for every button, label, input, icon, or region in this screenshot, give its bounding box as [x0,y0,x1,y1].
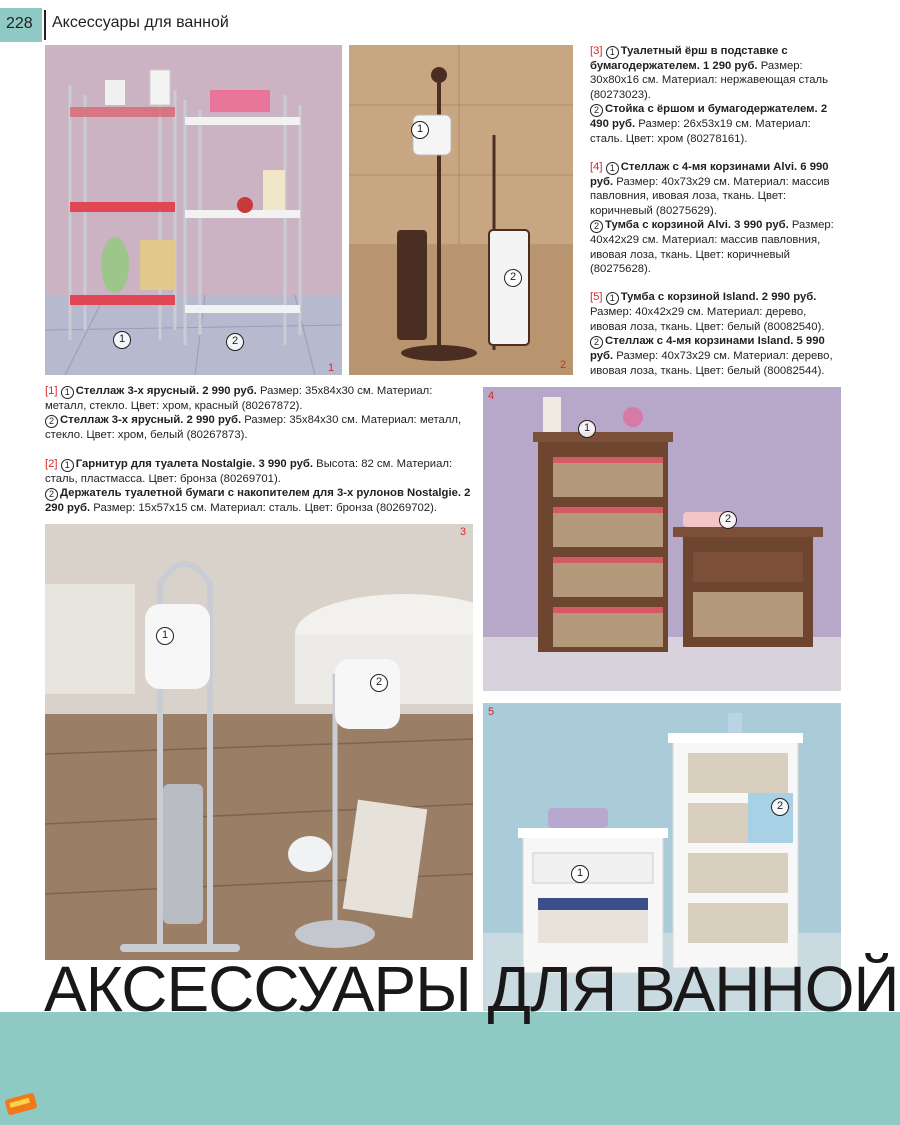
ref-label: [1] [45,385,58,397]
circled-number: 2 [590,336,603,349]
product-title: Стойка с ёршом и бумагодержателем. 2 490 руб. [590,103,828,131]
footer-band [0,1012,900,1125]
section-title: Аксессуары для ванной [52,14,229,31]
circled-number: 1 [571,865,589,883]
product-details: Размер: 35x84x30 см. Материал: металл, стекло. Цвет: хром, красный (80267872). [45,385,433,412]
circled-number: 1 [606,292,619,305]
photo-number-2: 2 [560,359,567,371]
photo-number-4: 4 [488,390,495,402]
circled-number: 1 [113,331,131,349]
circled-number: 2 [771,798,789,816]
product-details: Высота: 82 см. Материал: сталь, пластмасса. Цвет: бронза (80269701). [45,457,453,485]
circled-number: 2 [719,511,737,529]
photo-chrome-set [45,524,473,960]
ref-label: [4] [590,161,603,174]
circled-number: 1 [578,420,596,438]
page-number: 228 [6,15,33,32]
photo-number-5: 5 [488,706,495,718]
product-details: Размер: 30x80x16 см. Материал: нержавеющая сталь (80273023). [590,60,829,101]
circled-number: 1 [411,121,429,139]
product-details: Размер: 15x57x15 см. Материал: сталь. Цвет: бронза (80269702). [90,502,437,515]
product-title: Стеллаж 3-х ярусный. 2 990 руб. [75,385,257,397]
circled-number: 2 [504,269,522,287]
catalog-logo-icon [4,1090,38,1116]
product-title: Стеллаж с 4-мя корзинами Alvi. 6 990 руб. [590,161,829,189]
description-block-3 [590,44,845,392]
product-title: Стеллаж с 4-мя корзинами Island. 5 990 руб. [590,335,825,363]
product-details: Размер: 40x42x29 см. Материал: дерево, ивовая лоза, ткань. Цвет: белый (80082540). [590,306,825,333]
ref-label: [3] [590,45,603,57]
circled-number: 2 [45,488,58,501]
product-details: Размер: 40x73x29 см. Материал: массив павловния, ивовая лоза, ткань. Цвет: коричневый (80275629). [590,176,830,217]
header-divider [44,10,46,40]
page-big-title: АКСЕССУАРЫ ДЛЯ ВАННОЙ [44,953,899,1025]
product-title: Туалетный ёрш в подставке с бумагодержателем. 1 290 руб. [590,45,788,72]
product-title: Тумба с корзиной Alvi. 3 990 руб. [605,219,789,232]
photo-shelves [45,45,342,375]
product-details: Размер: 26x53x19 см. Материал: сталь. Цвет: хром (80278161). [590,118,811,145]
product-details: Размер: 40x42x29 см. Материал: массив павловния, ивовая лоза, ткань. Цвет: коричневый (80275628). [590,219,834,276]
photo-number-1: 1 [328,362,335,374]
ref-label: [5] [590,291,603,304]
circled-number: 1 [606,46,619,59]
photo-number-3: 3 [460,526,467,538]
circled-number: 1 [156,627,174,645]
circled-number: 2 [590,220,603,233]
product-title: Тумба с корзиной Island. 2 990 руб. [620,291,817,304]
product-details: Размер: 40x73x29 см. Материал: дерево, ивовая лоза, ткань. Цвет: белый (80082544). [590,350,833,377]
circled-number: 2 [590,104,603,117]
circled-number: 2 [226,333,244,351]
product-title: Держатель туалетной бумаги с накопителем для 3-х рулонов Nostalgie. 2 290 руб. [45,487,471,515]
product-title: Гарнитур для туалета Nostalgie. 3 990 руб. [75,457,314,470]
circled-number: 1 [61,459,74,472]
ref-label: [2] [45,457,58,470]
photo-alvi-cabinets [483,387,841,691]
photo-bronze-set [349,45,573,375]
description-block-1 [45,384,475,530]
circled-number: 2 [370,674,388,692]
product-details: Размер: 35x84x30 см. Материал: металл, стекло. Цвет: хром, белый (80267873). [45,414,462,442]
circled-number: 1 [61,386,74,399]
product-title: Стеллаж 3-х ярусный. 2 990 руб. [60,414,242,427]
circled-number: 2 [45,415,58,428]
circled-number: 1 [606,162,619,175]
